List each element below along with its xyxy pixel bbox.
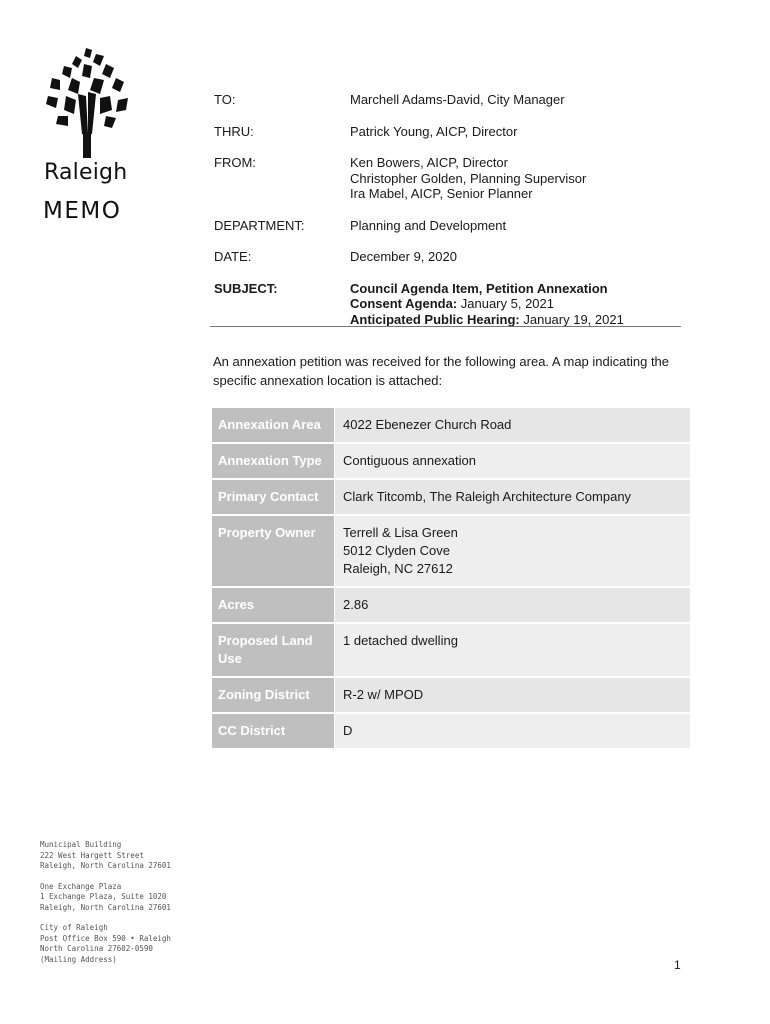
row-value: 4022 Ebenezer Church Road: [343, 417, 512, 432]
row-key: Zoning District: [212, 678, 335, 712]
address-line: 1 Exchange Plaza, Suite 1020: [40, 892, 167, 901]
table-row: [212, 480, 690, 516]
from-value-1: Ken Bowers, AICP, Director: [350, 155, 508, 170]
row-value: Contiguous annexation: [343, 453, 476, 468]
header-row-from: [214, 155, 684, 202]
table-row: [212, 516, 690, 588]
memo-header: [214, 92, 684, 327]
header-row-subject: [214, 281, 684, 328]
subject-hearing: [350, 312, 684, 328]
subject-label: SUBJECT:: [214, 280, 278, 296]
table-row: [212, 624, 690, 678]
intro-paragraph: An annexation petition was received for the following area. A map indicating the specific annexation location is attached:: [213, 354, 670, 388]
address-line: 222 West Hargett Street: [40, 850, 144, 860]
header-row-to: [214, 92, 684, 108]
address-line: City of Raleigh: [40, 923, 108, 932]
consent-label: Consent Agenda:: [350, 296, 458, 311]
table-row: [212, 444, 690, 480]
row-value: D: [343, 723, 353, 738]
header-row-thru: [214, 124, 684, 140]
date-value: December 9, 2020: [350, 249, 457, 264]
address-line: Raleigh, North Carolina 27601: [40, 902, 171, 912]
table-row: [212, 408, 690, 444]
address-block-mailing: [40, 923, 171, 965]
row-key: Proposed Land Use: [212, 624, 335, 676]
from-label: FROM:: [214, 155, 256, 170]
footer-addresses: [40, 840, 171, 975]
row-key: Property Owner: [212, 516, 335, 586]
table-row: [212, 588, 690, 624]
subject-consent: [350, 296, 684, 312]
logo-city-name: Raleigh: [44, 160, 128, 185]
logo-memo-title: MEMO: [43, 198, 122, 224]
row-value: R-2 w/ MPOD: [343, 687, 424, 702]
consent-value: January 5, 2021: [457, 296, 554, 311]
table-row: [212, 678, 690, 714]
address-line: North Carolina 27602-0590: [40, 944, 153, 953]
row-key: Primary Contact: [212, 480, 335, 514]
hearing-label: Anticipated Public Hearing:: [350, 311, 520, 327]
header-row-date: [214, 249, 684, 265]
address-block-exchange: [40, 882, 171, 914]
oak-tree-icon: [38, 44, 138, 160]
annexation-table: [212, 408, 690, 750]
department-label: DEPARTMENT:: [214, 217, 305, 233]
header-divider: [210, 326, 681, 327]
address-line: One Exchange Plaza: [40, 881, 122, 891]
from-value-3: Ira Mabel, AICP, Senior Planner: [350, 186, 533, 201]
page-number: 1: [674, 958, 681, 972]
from-value-2: Christopher Golden, Planning Supervisor: [350, 170, 587, 186]
date-label: DATE:: [214, 249, 252, 264]
address-line: Raleigh, North Carolina 27601: [40, 861, 171, 870]
row-value-line-2: 5012 Clyden Cove: [343, 543, 450, 558]
address-line: Post Office Box 590 • Raleigh: [40, 933, 171, 943]
thru-label: THRU:: [214, 123, 254, 139]
row-value: 1 detached dwelling: [343, 633, 458, 648]
table-row: [212, 714, 690, 750]
address-line: Municipal Building: [40, 840, 122, 849]
to-value: Marchell Adams-David, City Manager: [350, 92, 565, 107]
row-value-line-1: Terrell & Lisa Green: [343, 525, 458, 540]
raleigh-logo: [38, 44, 148, 160]
thru-value: Patrick Young, AICP, Director: [350, 123, 518, 139]
row-key: Annexation Area: [212, 408, 335, 442]
row-key: Annexation Type: [212, 444, 335, 478]
address-block-municipal: [40, 840, 171, 872]
row-key: CC District: [212, 714, 335, 748]
address-line: (Mailing Address): [40, 954, 117, 964]
department-value: Planning and Development: [350, 217, 507, 233]
row-value-line-3: Raleigh, NC 27612: [343, 561, 453, 576]
hearing-value: January 19, 2021: [519, 311, 624, 327]
header-row-department: [214, 218, 684, 234]
row-value: Clark Titcomb, The Raleigh Architecture Company: [343, 489, 632, 504]
to-label: TO:: [214, 92, 236, 107]
row-key: Acres: [212, 588, 335, 622]
row-value: 2.86: [343, 597, 369, 612]
subject-title: Council Agenda Item, Petition Annexation: [350, 280, 608, 296]
